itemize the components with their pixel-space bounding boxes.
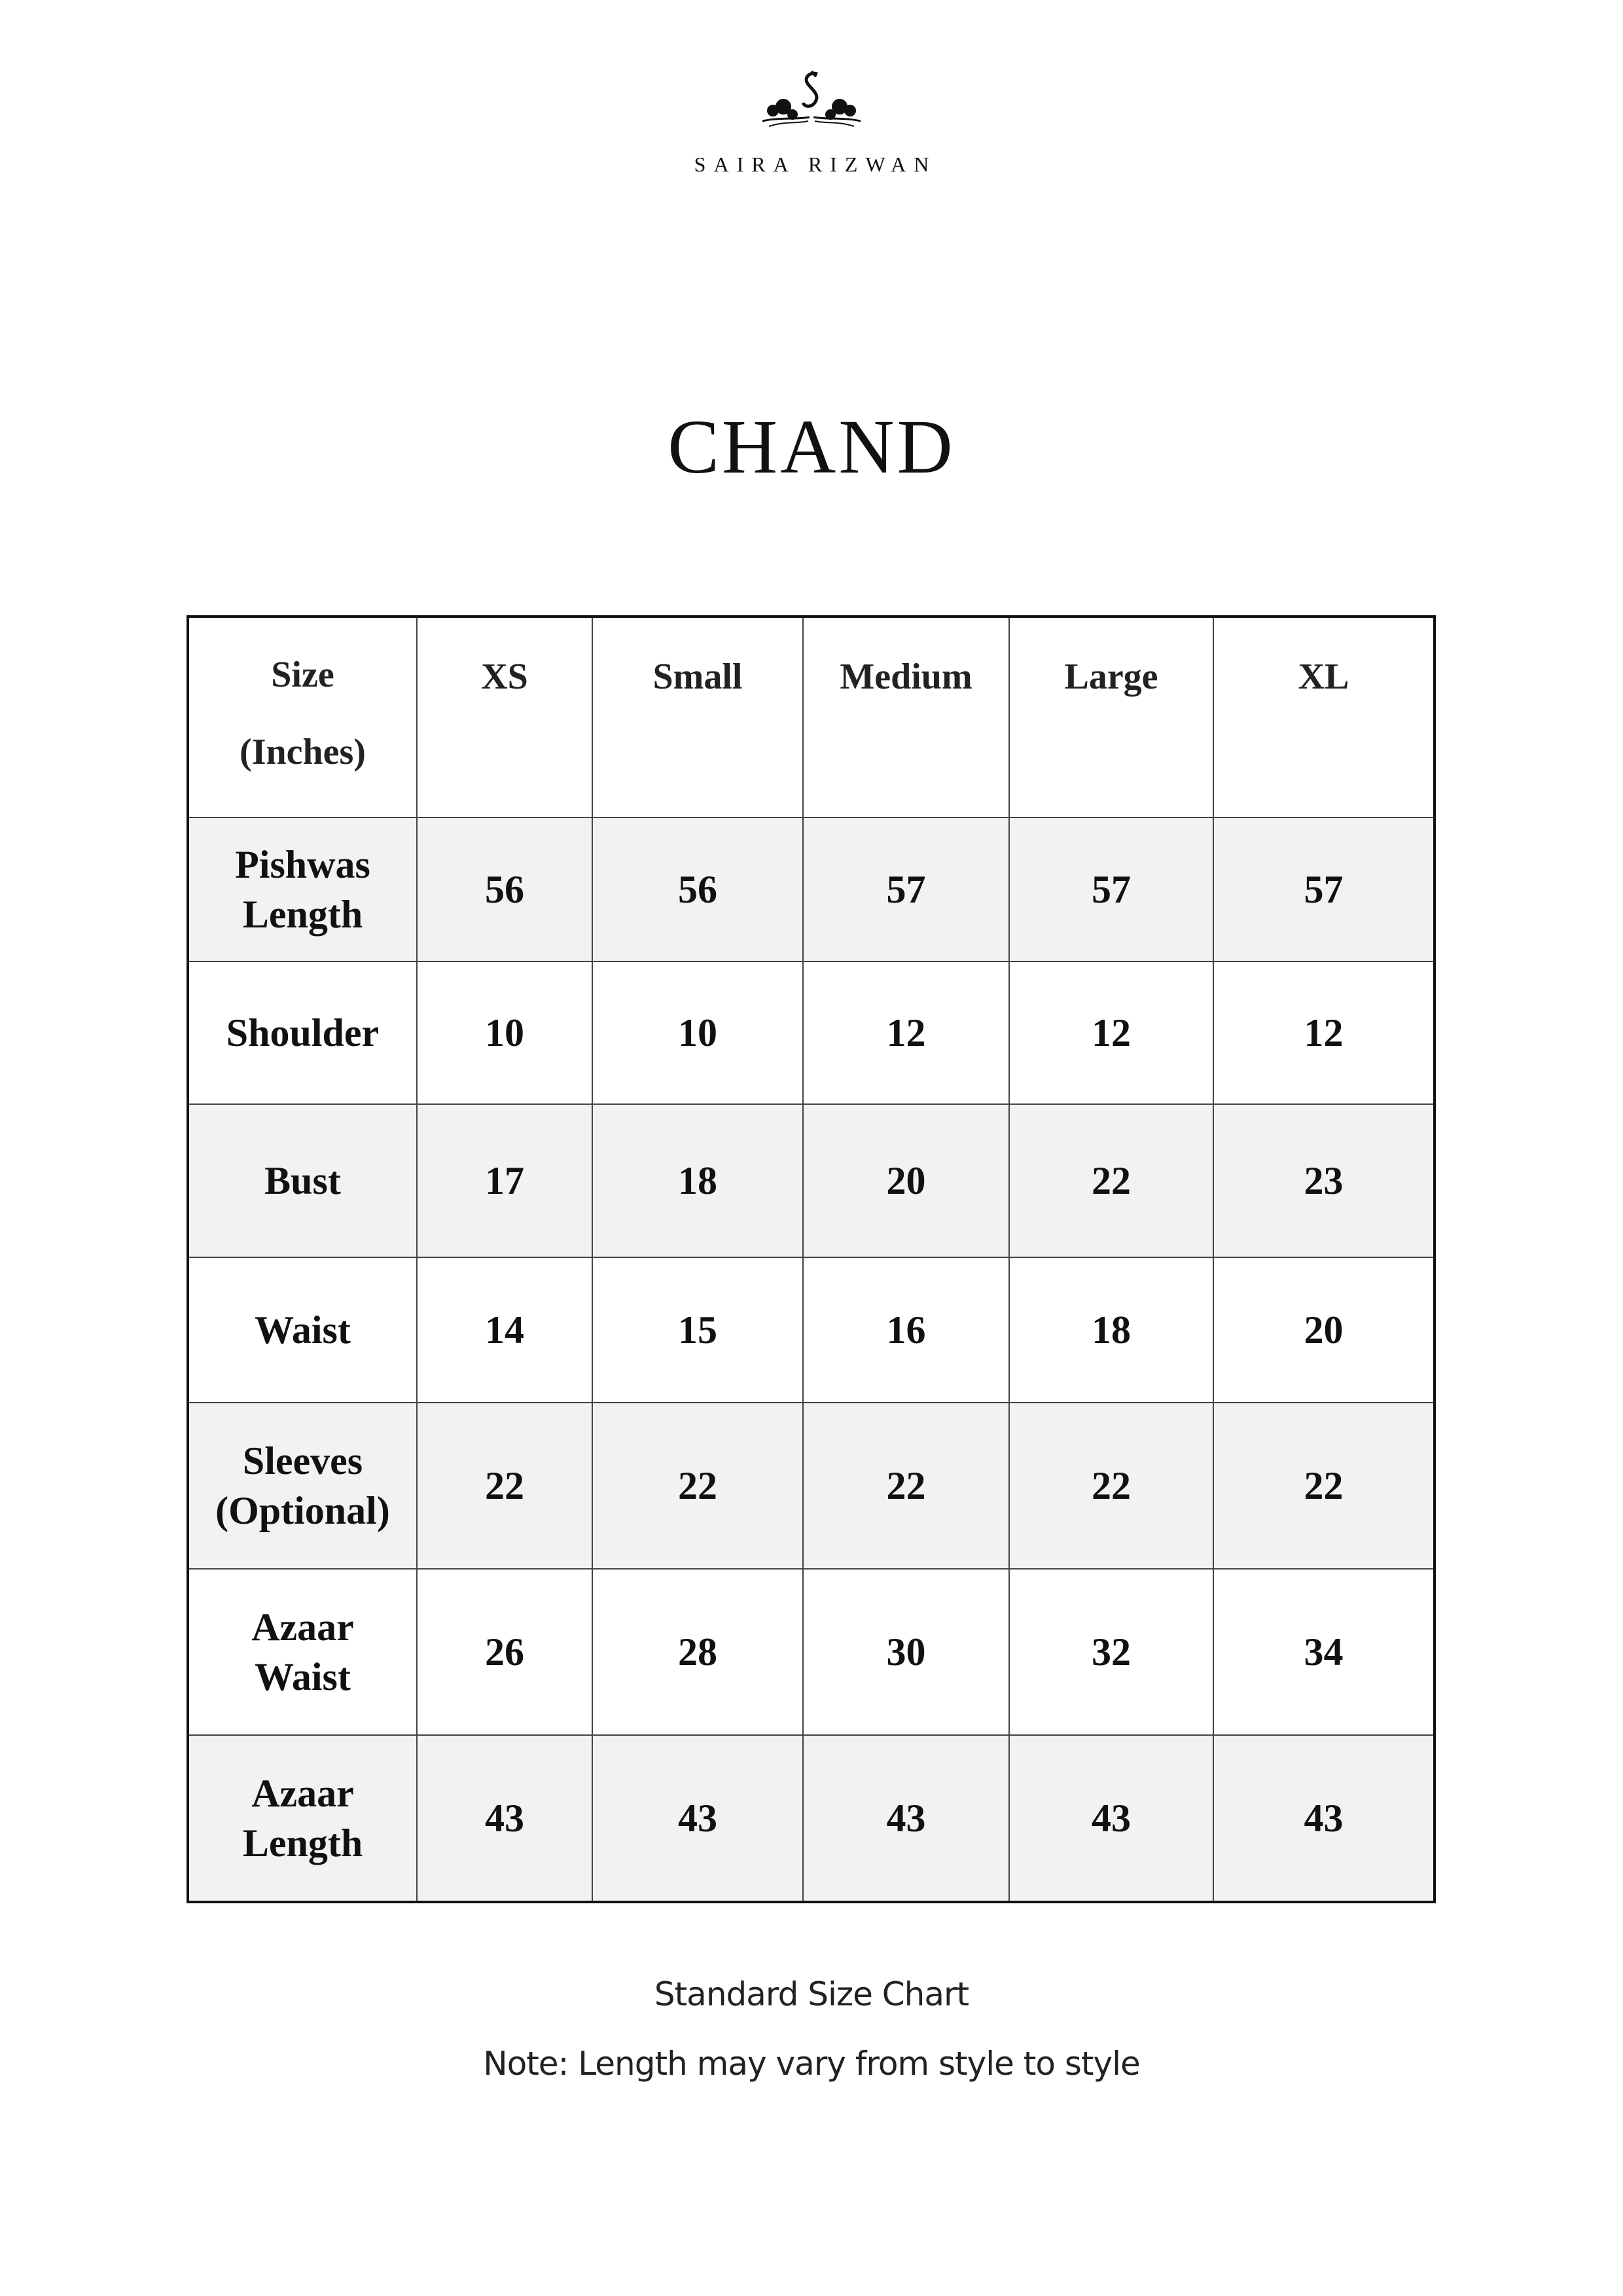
- table-cell: 57: [1009, 817, 1213, 961]
- table-cell: 14: [417, 1257, 592, 1403]
- table-row: [188, 1569, 1435, 1735]
- table-cell: 32: [1009, 1569, 1213, 1735]
- size-chart-caption: Standard Size Chart: [654, 1975, 969, 2013]
- table-cell: 43: [417, 1735, 592, 1902]
- table-cell: 12: [803, 961, 1009, 1104]
- row-label: Azaar Waist: [188, 1569, 417, 1735]
- table-cell: 56: [417, 817, 592, 961]
- header-xl: XL: [1213, 617, 1435, 817]
- table-cell: 43: [592, 1735, 803, 1902]
- row-label: Pishwas Length: [188, 817, 417, 961]
- table-cell: 43: [803, 1735, 1009, 1902]
- header-size-inches: [188, 617, 417, 817]
- row-label: Shoulder: [188, 961, 417, 1104]
- table-cell: 22: [592, 1403, 803, 1569]
- table-row: [188, 961, 1435, 1104]
- table-row: [188, 1104, 1435, 1257]
- table-row: [188, 1257, 1435, 1403]
- table-cell: 15: [592, 1257, 803, 1403]
- header-xs: XS: [417, 617, 592, 817]
- floral-s-monogram-icon: [749, 69, 874, 141]
- row-label: Azaar Length: [188, 1735, 417, 1902]
- size-chart-note: Note: Length may vary from style to style: [483, 2045, 1140, 2083]
- size-chart-table: [187, 615, 1436, 1903]
- brand-name: SAIRA RIZWAN: [694, 152, 937, 176]
- table-cell: 34: [1213, 1569, 1435, 1735]
- table-cell: 22: [1213, 1403, 1435, 1569]
- table-cell: 22: [803, 1403, 1009, 1569]
- table-cell: 12: [1213, 961, 1435, 1104]
- page-title: CHAND: [668, 404, 955, 490]
- table-cell: 10: [592, 961, 803, 1104]
- table-cell: 17: [417, 1104, 592, 1257]
- table-cell: 18: [592, 1104, 803, 1257]
- row-label: Bust: [188, 1104, 417, 1257]
- table-cell: 43: [1213, 1735, 1435, 1902]
- header-medium: Medium: [803, 617, 1009, 817]
- table-cell: 12: [1009, 961, 1213, 1104]
- table-cell: 22: [417, 1403, 592, 1569]
- table-header-row: [188, 617, 1435, 817]
- header-size-label: Size: [271, 655, 334, 695]
- table-row: [188, 1735, 1435, 1902]
- table-cell: 10: [417, 961, 592, 1104]
- table-cell: 43: [1009, 1735, 1213, 1902]
- header-large: Large: [1009, 617, 1213, 817]
- header-small: Small: [592, 617, 803, 817]
- table-cell: 57: [803, 817, 1009, 961]
- table-row: [188, 817, 1435, 961]
- table-cell: 28: [592, 1569, 803, 1735]
- table-cell: 18: [1009, 1257, 1213, 1403]
- table-cell: 20: [1213, 1257, 1435, 1403]
- brand-logo: [0, 69, 1623, 177]
- table-cell: 57: [1213, 817, 1435, 961]
- row-label: Sleeves (Optional): [188, 1403, 417, 1569]
- table-cell: 30: [803, 1569, 1009, 1735]
- table-cell: 16: [803, 1257, 1009, 1403]
- table-cell: 56: [592, 817, 803, 961]
- table-cell: 22: [1009, 1104, 1213, 1257]
- table-cell: 20: [803, 1104, 1009, 1257]
- row-label: Waist: [188, 1257, 417, 1403]
- table-cell: 23: [1213, 1104, 1435, 1257]
- header-unit-label: (Inches): [240, 732, 366, 772]
- table-row: [188, 1403, 1435, 1569]
- table-cell: 26: [417, 1569, 592, 1735]
- table-cell: 22: [1009, 1403, 1213, 1569]
